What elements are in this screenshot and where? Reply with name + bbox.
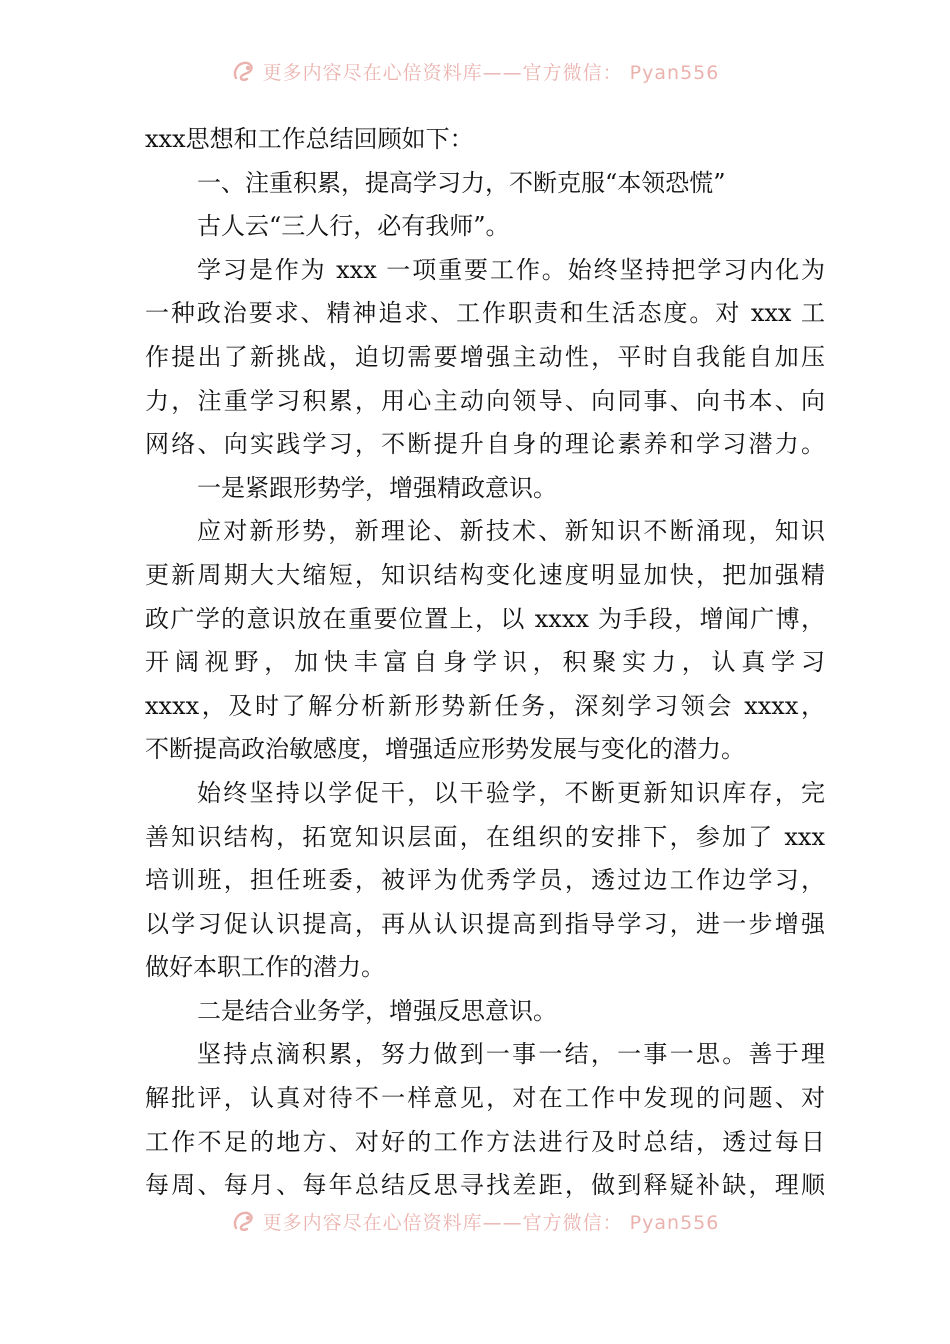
text-line: 做好本职工作的潜力。 — [145, 953, 385, 982]
text-line: xxx思想和工作总结回顾如下： — [145, 125, 474, 153]
text-line: 应对新形势，新理论、新技术、新知识不断涌现，知识 — [197, 517, 825, 546]
text-line: xxxx，及时了解分析新形势新任务，深刻学习领会 xxxx， — [145, 691, 825, 720]
text-line: 工作不足的地方、对好的工作方法进行及时总结，透过每日 — [145, 1127, 825, 1156]
text-line: 始终坚持以学促干，以干验学，不断更新知识库存，完 — [197, 778, 825, 807]
text-line: 学习是作为 xxx 一项重要工作。始终坚持把学习内化为 — [197, 255, 825, 284]
text-line: 一、注重积累，提高学习力，不断克服“本领恐慌” — [197, 168, 726, 197]
text-line: 作提出了新挑战，迫切需要增强主动性，平时自我能自加压 — [145, 342, 825, 371]
text-line: 力，注重学习积累，用心主动向领导、向同事、向书本、向 — [145, 386, 825, 415]
text-line: 一种政治要求、精神追求、工作职责和生活态度。对 xxx 工 — [145, 299, 825, 328]
text-line: 坚持点滴积累，努力做到一事一结，一事一思。善于理 — [197, 1040, 825, 1069]
text-line: 网络、向实践学习，不断提升自身的理论素养和学习潜力。 — [145, 430, 825, 459]
watermark-text: 更多内容尽在心倍资料库——官方微信： Pyan556 — [262, 61, 720, 84]
footer-watermark — [0, 1206, 950, 1236]
text-line: 以学习促认识提高，再从认识提高到指导学习，进一步增强 — [145, 909, 825, 938]
text-line: 解批评，认真对待不一样意见，对在工作中发现的问题、对 — [145, 1084, 825, 1113]
logo-icon — [231, 58, 257, 84]
text-line: 不断提高政治敏感度，增强适应形势发展与变化的潜力。 — [145, 735, 745, 764]
logo-icon — [231, 1208, 257, 1234]
text-line: 善知识结构，拓宽知识层面，在组织的安排下，参加了 xxx — [145, 822, 825, 851]
text-line: 古人云“三人行，必有我师”。 — [197, 212, 510, 241]
text-line: 一是紧跟形势学，增强精政意识。 — [197, 473, 557, 502]
watermark-text: 更多内容尽在心倍资料库——官方微信： Pyan556 — [262, 1211, 720, 1234]
text-line: 每周、每月、每年总结反思寻找差距，做到释疑补缺，理顺 — [145, 1171, 825, 1200]
header-watermark — [0, 56, 950, 86]
text-line: 更新周期大大缩短，知识结构变化速度明显加快，把加强精 — [145, 560, 825, 589]
text-line: 二是结合业务学，增强反思意识。 — [197, 996, 557, 1025]
text-line: 政广学的意识放在重要位置上，以 xxxx 为手段，增闻广博， — [145, 604, 825, 633]
text-line: 开阔视野，加快丰富自身学识，积聚实力，认真学习 — [145, 648, 825, 677]
text-line: 培训班，担任班委，被评为优秀学员，透过边工作边学习， — [145, 866, 825, 895]
document-body — [145, 118, 825, 1208]
